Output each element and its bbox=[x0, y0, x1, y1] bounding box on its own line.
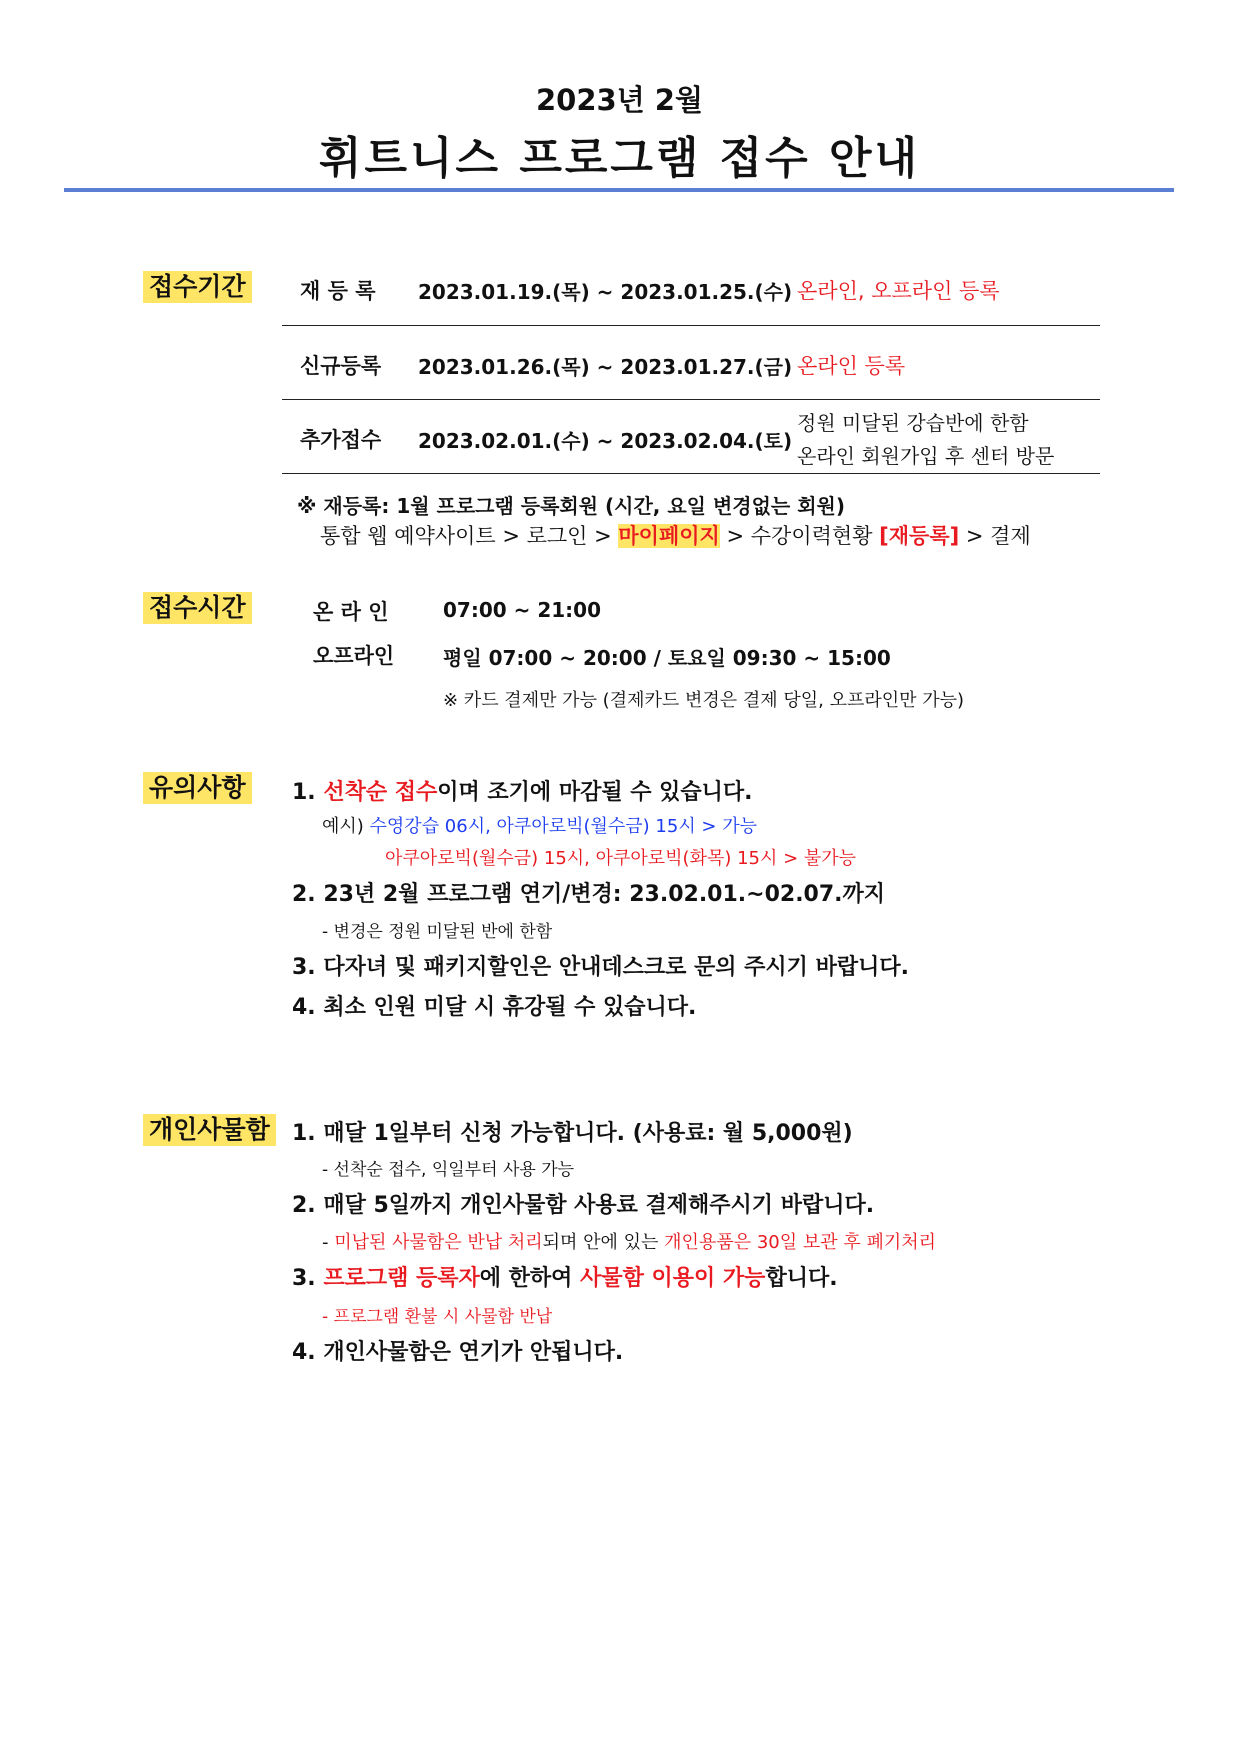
period-row-dates: 2023.01.19.(목) ~ 2023.01.25.(수) bbox=[418, 280, 793, 304]
note-3: 3. 다자녀 및 패키지할인은 안내데스크로 문의 주시기 바랍니다. bbox=[292, 955, 909, 980]
reregistration-footnote: ※ 재등록: 1월 프로그램 등록회원 (시간, 요일 변경없는 회원) bbox=[297, 494, 845, 518]
period-row-note-2: 온라인 회원가입 후 센터 방문 bbox=[797, 444, 1055, 468]
period-row-label: 재 등 록 bbox=[300, 279, 376, 303]
locker-2: 2. 매달 5일까지 개인사물함 사용료 결제해주시기 바랍니다. bbox=[292, 1193, 875, 1218]
reception-time-tag: 접수시간 bbox=[143, 592, 252, 624]
note-1: 1. 선착순 접수이며 조기에 마감될 수 있습니다. bbox=[292, 780, 753, 805]
reception-period-tag: 접수기간 bbox=[143, 271, 252, 303]
period-row-label: 추가접수 bbox=[300, 428, 382, 452]
locker-4: 4. 개인사물함은 연기가 안됩니다. bbox=[292, 1340, 624, 1365]
online-hours: 07:00 ~ 21:00 bbox=[443, 598, 602, 622]
period-row-note: 온라인 등록 bbox=[797, 354, 906, 378]
reregister-highlight: [재등록] bbox=[879, 524, 960, 548]
header-subtitle: 2023년 2월 bbox=[535, 83, 703, 117]
period-row-dates: 2023.02.01.(수) ~ 2023.02.04.(토) bbox=[418, 429, 793, 453]
locker-1: 1. 매달 1일부터 신청 가능합니다. (사용료: 월 5,000원) bbox=[292, 1121, 853, 1146]
note-2: 2. 23년 2월 프로그램 연기/변경: 23.02.01.~02.07.까지 bbox=[292, 882, 886, 907]
locker-2-sub: - 미납된 사물함은 반납 처리되며 안에 있는 개인용품은 30일 보관 후 폐기처리 bbox=[322, 1232, 936, 1253]
notes-tag: 유의사항 bbox=[143, 772, 252, 804]
row-divider bbox=[282, 399, 1100, 400]
period-row-note: 정원 미달된 강습반에 한함 bbox=[797, 411, 1029, 435]
note-2-sub: - 변경은 정원 미달된 반에 한함 bbox=[322, 922, 553, 942]
row-divider bbox=[282, 325, 1100, 326]
page-title: 휘트니스 프로그램 접수 안내 bbox=[318, 133, 920, 184]
locker-tag: 개인사물함 bbox=[143, 1114, 276, 1146]
title-underline bbox=[64, 188, 1174, 192]
mypage-highlight: 마이페이지 bbox=[618, 524, 720, 548]
row-divider bbox=[282, 473, 1100, 474]
note-1-example: 예시) 수영강습 06시, 아쿠아로빅(월수금) 15시 > 가능 bbox=[322, 816, 758, 837]
locker-3: 3. 프로그램 등록자에 한하여 사물함 이용이 가능합니다. bbox=[292, 1266, 838, 1291]
reregistration-path: 통합 웹 예약사이트 > 로그인 > 마이페이지 > 수강이력현황 [재등록] > 결제 bbox=[320, 524, 1031, 548]
offline-label: 오프라인 bbox=[313, 644, 395, 668]
period-row-note: 온라인, 오프라인 등록 bbox=[797, 279, 1000, 303]
locker-3-sub: - 프로그램 환불 시 사물함 반납 bbox=[322, 1307, 553, 1327]
period-row-dates: 2023.01.26.(목) ~ 2023.01.27.(금) bbox=[418, 355, 793, 379]
period-row-label: 신규등록 bbox=[300, 354, 382, 378]
online-label: 온 라 인 bbox=[313, 600, 389, 624]
offline-hours: 평일 07:00 ~ 20:00 / 토요일 09:30 ~ 15:00 bbox=[443, 646, 891, 670]
payment-note: ※ 카드 결제만 가능 (결제카드 변경은 결제 당일, 오프라인만 가능) bbox=[443, 690, 965, 711]
note-1-example-2: 아쿠아로빅(월수금) 15시, 아쿠아로빅(화목) 15시 > 불가능 bbox=[385, 848, 857, 869]
note-4: 4. 최소 인원 미달 시 휴강될 수 있습니다. bbox=[292, 995, 697, 1020]
locker-1-sub: - 선착순 접수, 익일부터 사용 가능 bbox=[322, 1160, 575, 1180]
